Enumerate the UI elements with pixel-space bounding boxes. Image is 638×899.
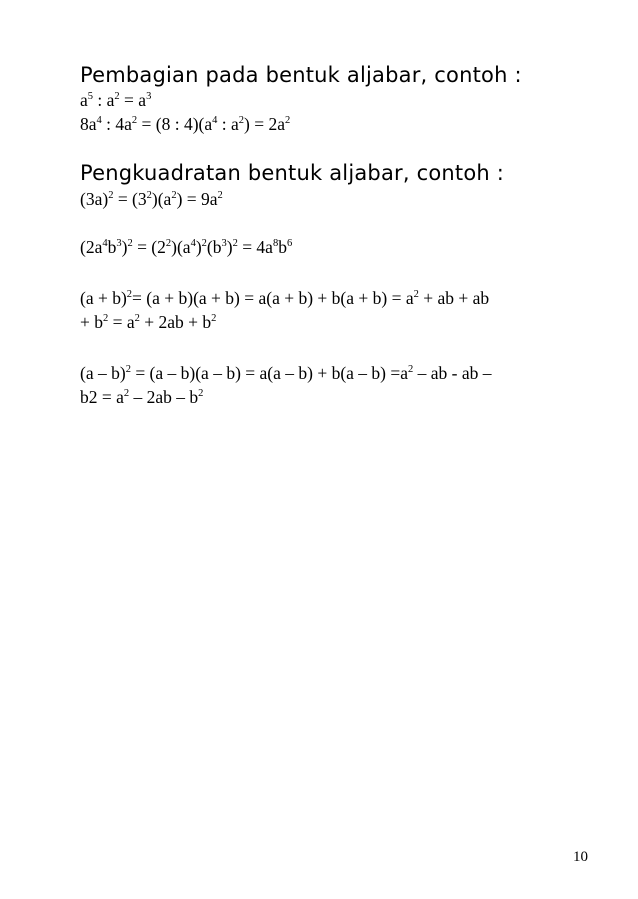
text: (a – b) bbox=[80, 363, 126, 383]
text: b bbox=[107, 237, 117, 257]
text: : a bbox=[93, 90, 115, 110]
exponent: 2 bbox=[232, 238, 238, 249]
exponent: 2 bbox=[211, 313, 217, 324]
text: = a bbox=[108, 312, 135, 332]
squaring-example-3a bbox=[80, 287, 489, 309]
section-heading-division: Pembagian pada bentuk aljabar, contoh : bbox=[80, 63, 522, 87]
exponent: 3 bbox=[116, 238, 122, 249]
exponent: 2 bbox=[198, 388, 204, 399]
text: ) bbox=[121, 237, 128, 257]
exponent: 6 bbox=[286, 238, 293, 249]
squaring-example-1 bbox=[80, 188, 223, 210]
text: + ab + ab bbox=[418, 288, 490, 308]
text: = (a – b)(a – b) = a(a – b) + b(a – b) =a bbox=[130, 363, 409, 383]
exponent: 2 bbox=[108, 190, 114, 201]
text: = a bbox=[119, 90, 147, 110]
text: 8a bbox=[80, 114, 97, 134]
text: b2 = a bbox=[80, 387, 124, 407]
exponent: 2 bbox=[165, 238, 172, 249]
text: – ab - ab – bbox=[413, 363, 492, 383]
exponent: 2 bbox=[285, 115, 291, 126]
text: ) bbox=[226, 237, 233, 257]
section-heading-squaring: Pengkuadratan bentuk aljabar, contoh : bbox=[80, 161, 505, 185]
text: (3a) bbox=[80, 189, 109, 209]
exponent: 2 bbox=[123, 388, 130, 399]
exponent: 8 bbox=[272, 238, 279, 249]
text: (a + b) bbox=[80, 288, 127, 308]
exponent: 2 bbox=[146, 190, 152, 201]
text: = (a + b)(a + b) = a(a + b) + b(a + b) = a bbox=[132, 288, 414, 308]
text: ) = 9a bbox=[176, 189, 218, 209]
exponent: 3 bbox=[221, 238, 227, 249]
text: ) = 2a bbox=[244, 114, 286, 134]
text: ) bbox=[195, 237, 202, 257]
text: = (2 bbox=[132, 237, 166, 257]
text: b bbox=[278, 237, 287, 257]
page-number: 10 bbox=[573, 849, 588, 865]
exponent: 2 bbox=[125, 364, 131, 375]
text: – 2ab – b bbox=[129, 387, 199, 407]
squaring-example-4a bbox=[80, 362, 492, 384]
exponent: 2 bbox=[103, 313, 109, 324]
exponent: 2 bbox=[171, 190, 177, 201]
exponent: 2 bbox=[126, 289, 133, 300]
exponent: 4 bbox=[96, 115, 102, 126]
exponent: 2 bbox=[238, 115, 245, 126]
text: (b bbox=[206, 237, 222, 257]
exponent: 2 bbox=[201, 238, 207, 249]
squaring-example-4b bbox=[80, 386, 203, 408]
text: : a bbox=[217, 114, 239, 134]
text: (2a bbox=[80, 237, 103, 257]
text: a bbox=[80, 90, 88, 110]
text: )(a bbox=[151, 189, 172, 209]
text: )(a bbox=[171, 237, 191, 257]
text: = (8 : 4)(a bbox=[137, 114, 213, 134]
exponent: 4 bbox=[190, 238, 196, 249]
exponent: 2 bbox=[134, 313, 140, 324]
exponent: 2 bbox=[131, 115, 138, 126]
exponent: 3 bbox=[146, 91, 152, 102]
exponent: 2 bbox=[114, 91, 120, 102]
exponent: 5 bbox=[87, 91, 94, 102]
text: = (3 bbox=[113, 189, 147, 209]
text: + 2ab + b bbox=[139, 312, 212, 332]
text: : 4a bbox=[101, 114, 132, 134]
exponent: 4 bbox=[102, 238, 108, 249]
squaring-example-3b bbox=[80, 311, 216, 333]
exponent: 4 bbox=[212, 115, 218, 126]
text: = 4a bbox=[237, 237, 273, 257]
exponent: 2 bbox=[217, 190, 223, 201]
exponent: 2 bbox=[413, 289, 419, 300]
division-example-1 bbox=[80, 89, 151, 111]
squaring-example-2 bbox=[80, 236, 292, 258]
exponent: 2 bbox=[408, 364, 414, 375]
text: + b bbox=[80, 312, 103, 332]
exponent: 2 bbox=[127, 238, 133, 249]
division-example-2 bbox=[80, 113, 290, 135]
